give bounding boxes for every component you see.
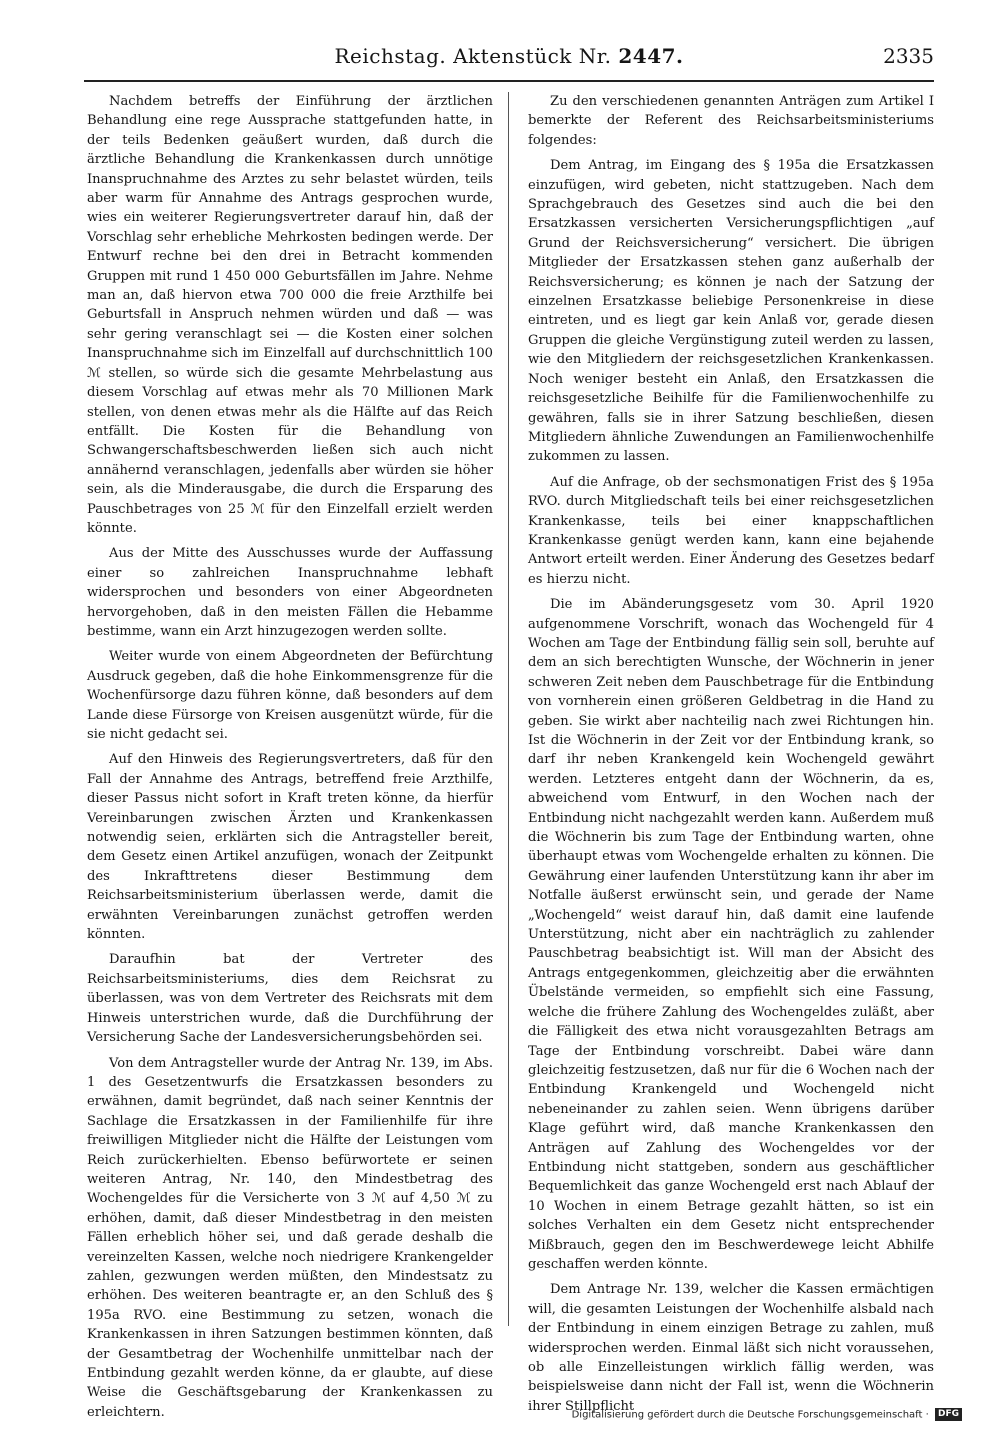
paragraph: Von dem Antragsteller wurde der Antrag Nr. 139, im Abs. 1 des Gesetzentwurfs die Ersatzkassen besonders zu erwähnen, damit begründet, daß nach seiner Kenntnis der Sachlage die Ersatzkassen in der Familienhilfe für ihre freiwilligen Mitglieder nicht die Hälfte der Leistungen vom Reich zurückerhielten. Ebenso befürwortete er seinen weiteren Antrag, Nr. 140, den Mindestbetrag des Wochengeldes für die Versicherte von 3 ℳ auf 4,50 ℳ zu erhöhen, damit, daß dieser Mindestbetrag in den meisten Fällen erheblich höher sei, und daß gerade deshalb die vereinzelten Kassen, welche noch niedrigere Krankengelder zahlen, gezwungen werden müßten, den Mindestsatz zu erhöhen. Des weiteren beantragte er, an den Schluß des § 195a RVO. eine Bestimmung zu setzen, wonach die Krankenkassen in ihren Satzungen bestimmen könnten, daß der Gesamtbetrag der Wochenhilfe unmittelbar nach der Entbindung gezahlt werden könne, da er glaubte, auf diese Weise die Geschäftsgebarung der Krankenkassen zu erleichtern. bbox=[87, 1055, 493, 1420]
digitization-footer bbox=[572, 1408, 962, 1421]
paragraph: Weiter wurde von einem Abgeordneten der Befürchtung Ausdruck gegeben, daß die hohe Einkommensgrenze für die Wochenfürsorge dazu führen könne, daß besonders auf dem Lande diese Fürsorge von Kreisen ausgenützt würde, für die sie nicht gedacht sei. bbox=[87, 649, 493, 742]
paragraph: Nachdem betreffs der Einführung der ärztlichen Behandlung eine rege Aussprache stattgefunden hatte, in der teils Bedenken geäußert wurden, daß durch die ärztliche Behandlung die Krankenkassen durch unnötige Inanspruchnahme des Arztes zu sehr belastet würden, teils aber warm für Annahme des Antrags gesprochen wurde, wies ein weiterer Regierungsvertreter darauf hin, daß der Vorschlag sehr erhebliche Mehrkosten bedingen werde. Der Entwurf rechne bei den drei in Betracht kommenden Gruppen mit rund 1 450 000 Geburtsfällen im Jahre. Nehme man an, daß hiervon etwa 700 000 die freie Arzthilfe bei Geburtsfall in Anspruch nehmen würden und daß — was sehr gering veranschlagt sei — die Kosten einer solchen Inanspruchnahme sich im Einzelfall auf durchschnittlich 100 ℳ stellen, so würde sich die gesamte Mehrbelastung aus diesem Vorschlag auf etwas mehr als 70 Millionen Mark stellen, von denen etwas mehr als die Hälfte auf das Reich entfällt. Die Kosten für die Behandlung von Schwangerschaftsbeschwerden ließen sich auch nicht annähernd veranschlagen, jedenfalls aber würden sie höher sein, als die Minderausgabe, die durch die Ersparung des Pauschbetrages von 25 ℳ für den Einzelfall erzielt werden könnte. bbox=[87, 94, 493, 536]
column-divider bbox=[508, 92, 509, 1326]
paragraph: Dem Antrage Nr. 139, welcher die Kassen ermächtigen will, die gesamten Leistungen der Wochenhilfe alsbald nach der Entbindung in einem einzigen Betrage zu zahlen, muß widersprochen werden. Einmal läßt sich nicht voraussehen, ob alle Einzelleistungen wirklich fällig werden, was beispielsweise dann nicht der Fall ist, wenn die Wöchnerin ihrer Stillpflicht bbox=[528, 1282, 934, 1414]
right-column bbox=[528, 92, 934, 1422]
title-prefix: Reichstag. Aktenstück Nr. bbox=[334, 44, 612, 68]
paragraph: Zu den verschiedenen genannten Anträgen zum Artikel I bemerkte der Referent des Reichsarbeitsministeriums folgendes: bbox=[528, 94, 934, 148]
running-title bbox=[84, 44, 934, 68]
paragraph: Daraufhin bat der Vertreter des Reichsarbeitsministeriums, dies dem Reichsrat zu überlassen, was von dem Vertreter des Reichsrats mit dem Hinweis unterstrichen wurde, daß die Durchführung der Versicherung Sache der Landesversicherungsbehörden sei. bbox=[87, 952, 493, 1046]
document-number: 2447. bbox=[618, 44, 684, 68]
dfg-logo: DFG bbox=[935, 1408, 962, 1421]
left-column bbox=[87, 92, 493, 1428]
paragraph: Auf die Anfrage, ob der sechsmonatigen Frist des § 195a RVO. durch Mitgliedschaft teils bei einer reichsgesetzlichen Krankenkasse, teils bei einer knappschaftlichen Krankenkasse genügt werden kann, kann eine bejahende Antwort erteilt werden. Einer Änderung des Gesetzes bedarf es hierzu nicht. bbox=[528, 474, 934, 587]
page-number: 2335 bbox=[883, 44, 934, 68]
paragraph: Auf den Hinweis des Regierungsvertreters, daß für den Fall der Annahme des Antrags, betreffend freie Arzthilfe, dieser Passus nicht sofort in Kraft treten könne, da hierfür Vereinbarungen zwischen Ärzten und Krankenkassen notwendig seien, erklärten sich die Antragsteller bereit, dem Gesetz einen Artikel anzufügen, wonach der Zeitpunkt des Inkrafttretens dieser Bestimmung dem Reichsarbeitsministerium überlassen werde, damit die erwähnten Vereinbarungen zunächst getroffen werden könnten. bbox=[87, 752, 493, 943]
page-header bbox=[84, 44, 934, 74]
paragraph: Aus der Mitte des Ausschusses wurde der Auffassung einer so zahlreichen Inanspruchnahme lebhaft widersprochen und besonders von einer Abgeordneten hervorgehoben, daß in den meisten Fällen die Hebamme bestimme, wann ein Arzt hinzugezogen werden sollte. bbox=[87, 546, 493, 639]
paragraph: Dem Antrag, im Eingang des § 195a die Ersatzkassen einzufügen, wird gebeten, nicht stattzugeben. Nach dem Sprachgebrauch des Gesetzes sind auch die bei den Ersatzkassen versicherten Versicherungspflichtigen „auf Grund der Reichsversicherung“ versichert. Die übrigen Mitglieder der Ersatzkassen stehen ganz außerhalb der Reichsversicherung; es können je nach der Satzung der einzelnen Ersatzkasse beliebige Personenkreise in diese eintreten, und es liegt gar kein Anlaß vor, gerade diesen Gruppen die gleiche Vergünstigung zuteil werden zu lassen, wie den Mitgliedern der reichsgesetzlichen Krankenkassen. Noch weniger besteht ein Anlaß, den Ersatzkassen die reichsgesetzliche Beihilfe für die Familienwochenhilfe zu gewähren, falls sie in ihrer Satzung beschließen, diesen Mitgliedern ähnliche Zuwendungen an Familienwochenhilfe zukommen zu lassen. bbox=[528, 158, 934, 465]
footer-text: Digitalisierung gefördert durch die Deutsche Forschungsgemeinschaft · bbox=[571, 1409, 929, 1421]
paragraph: Die im Abänderungsgesetz vom 30. April 1920 aufgenommene Vorschrift, wonach das Wochengeld für 4 Wochen am Tage der Entbindung fällig sein soll, beruhte auf dem an sich berechtigten Wunsche, der Wöchnerin in jener schweren Zeit neben dem Pauschbetrage für die Entbindung von vornherein einen größeren Geldbetrag in die Hand zu geben. Sie wirkt aber nachteilig nach zwei Richtungen hin. Ist die Wöchnerin in der Zeit vor der Entbindung krank, so darf ihr neben Krankengeld kein Wochengeld gewährt werden. Letzteres entgeht dann der Wöchnerin, da es, abweichend vom Entwurf, in den Wochen nach der Entbindung nicht nachgezahlt werden kann. Außerdem muß die Wöchnerin bis zum Tage der Entbindung warten, ohne überhaupt etwas vom Wochengelde erhalten zu können. Die Gewährung einer laufenden Unterstützung kann ihr aber im Notfalle äußerst erwünscht sein, und gerade der Name „Wochengeld“ weist darauf hin, daß damit eine laufende Unterstützung, nicht aber ein nachträglich zu zahlender Pauschbetrag beabsichtigt ist. Will man der Absicht des Antrags entgegenkommen, gleichzeitig aber die erwähnten Übelstände vermeiden, so empfiehlt sich eine Fassung, welche die frühere Zahlung des Wochengeldes zuläßt, aber die Fälligkeit des etwa nicht vorausgezahlten Betrags am Tage der Entbindung vorschreibt. Dabei wäre dann gleichzeitig festzusetzen, daß nur für die 6 Wochen nach der Entbindung Krankengeld und Wochengeld nicht nebeneinander zu zahlen seien. Wenn übrigens darüber Klage geführt wird, daß manche Krankenkassen den Anträgen auf Zahlung des Wochengeldes vor der Entbindung nicht stattgeben, sondern aus geschäftlicher Bequemlichkeit das ganze Wochengeld erst nach Ablauf der 10 Wochen in einem Betrage gezahlt hätten, so ist ein solches Verhalten ein dem Gesetz nicht entsprechender Mißbrauch, gegen den im Beschwerdewege leicht Abhilfe geschaffen werden könnte. bbox=[528, 597, 934, 1272]
header-rule bbox=[84, 80, 934, 82]
